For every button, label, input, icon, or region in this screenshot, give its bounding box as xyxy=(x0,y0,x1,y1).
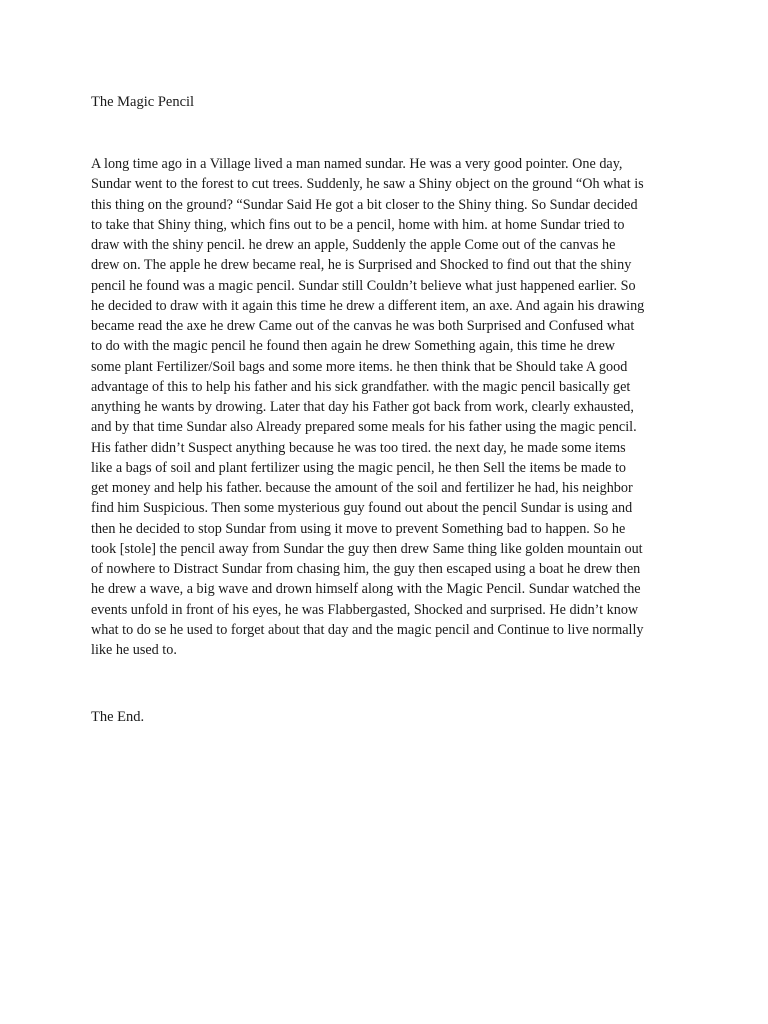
story-line: and by that time Sundar also Already prepared some meals for his father using the magic pencil. xyxy=(91,419,637,436)
story-line: events unfold in front of his eyes, he was Flabbergasted, Shocked and surprised. He didn’t know xyxy=(91,601,639,618)
document-title: The Magic Pencil xyxy=(91,94,195,110)
story-ending: The End. xyxy=(91,709,145,725)
story-line: took [stole] the pencil away from Sundar the guy then drew Same thing like golden mountain out xyxy=(91,540,643,557)
story-line: drew on. The apple he drew became real, he is Surprised and Shocked to find out that the shiny xyxy=(91,257,632,274)
story-line: like he used to. xyxy=(91,642,177,658)
story-line: His father didn’t Suspect anything because he was too tired. the next day, he made some items xyxy=(91,439,626,456)
story-line: to take that Shiny thing, which fins out to be a pencil, home with him. at home Sundar tried to xyxy=(91,216,625,233)
story-line: A long time ago in a Village lived a man named sundar. He was a very good pointer. One day, xyxy=(91,156,623,172)
story-line: find him Suspicious. Then some mysterious guy found out about the pencil Sundar is using and xyxy=(91,500,633,517)
story-body xyxy=(91,154,691,660)
story-line: advantage of this to help his father and his sick grandfather. with the magic pencil basically get xyxy=(91,378,631,395)
story-line: what to do se he used to forget about that day and the magic pencil and Continue to live normally xyxy=(91,621,644,638)
story-line: draw with the shiny pencil. he drew an apple, Suddenly the apple Come out of the canvas he xyxy=(91,237,616,253)
story-line: became read the axe he drew Came out of the canvas he was both Surprised and Confused what xyxy=(91,318,635,334)
story-line: he decided to draw with it again this time he drew a different item, an axe. And again his drawing xyxy=(91,297,645,314)
story-line: he drew a wave, a big wave and drown himself along with the Magic Pencil. Sundar watched the xyxy=(91,581,641,598)
story-line: Sundar went to the forest to cut trees. Suddenly, he saw a Shiny object on the ground “Oh what is xyxy=(91,176,644,193)
story-line: get money and help his father. because the amount of the soil and fertilizer he had, his neighbor xyxy=(91,480,633,496)
story-line: some plant Fertilizer/Soil bags and some more items. he then think that be Should take A good xyxy=(91,358,628,375)
story-line: like a bags of soil and plant fertilizer using the magic pencil, he then Sell the items be made to xyxy=(91,459,627,476)
story-line: pencil he found was a magic pencil. Sundar still Couldn’t believe what just happened earlier. So xyxy=(91,277,636,294)
story-line: this thing on the ground? “Sundar Said He got a bit closer to the Shiny thing. So Sundar decided xyxy=(91,196,638,213)
story-line: anything he wants by drowing. Later that day his Father got back from work, clearly exhausted, xyxy=(91,399,634,415)
story-line: of nowhere to Distract Sundar from chasing him, the guy then escaped using a boat he drew then xyxy=(91,561,641,577)
story-line: then he decided to stop Sundar from using it move to prevent Something bad to happen. So he xyxy=(91,520,626,537)
story-line: to do with the magic pencil he found then again he drew Something again, this time he drew xyxy=(91,338,616,355)
